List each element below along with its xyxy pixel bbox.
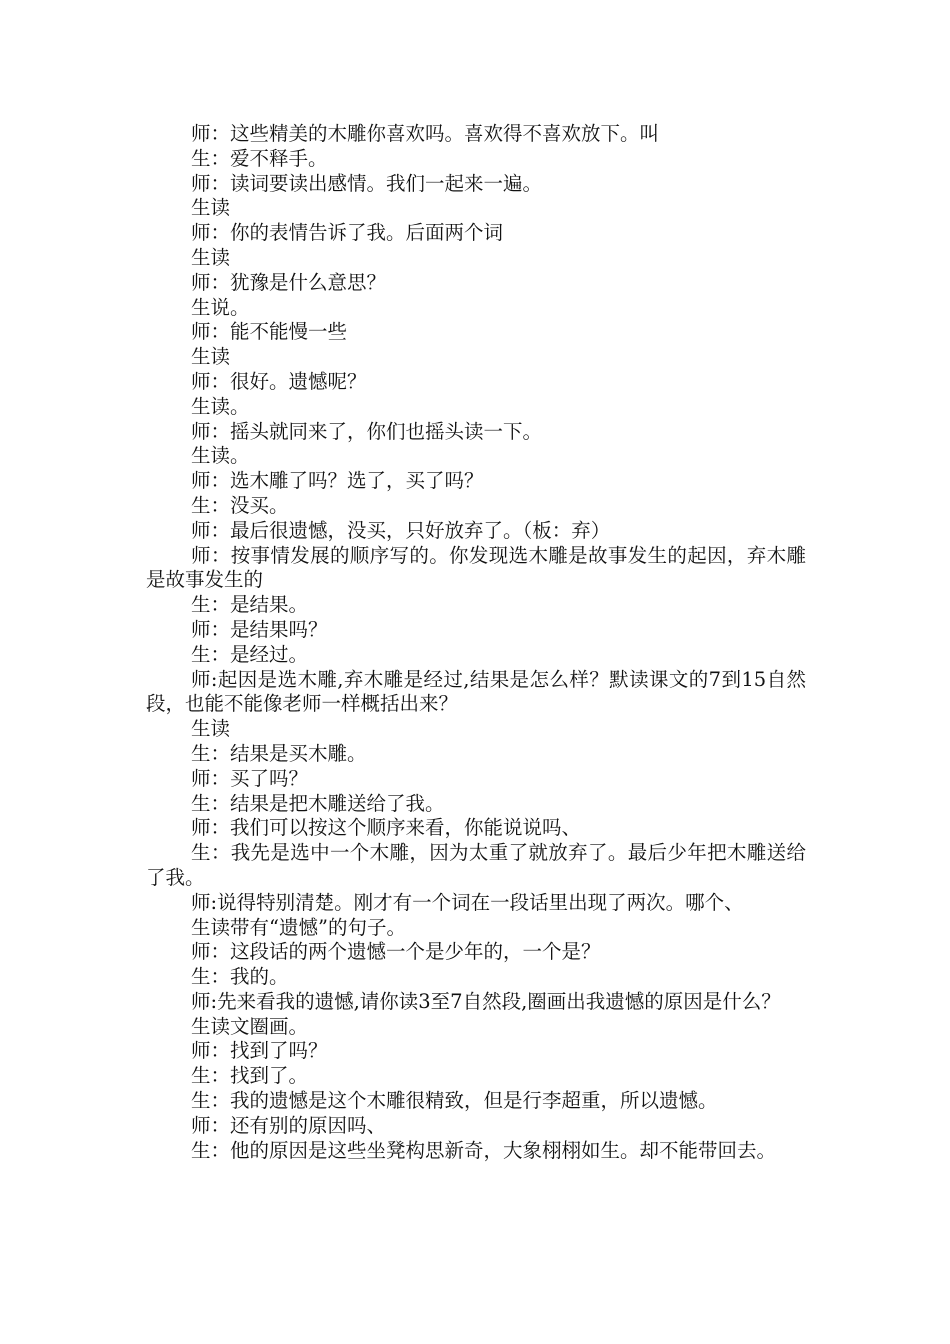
paragraph: 生：结果是把木雕送给了我。 [191, 791, 445, 815]
paragraph: 生读。 [191, 394, 250, 418]
paragraph: 生读文圈画。 [191, 1014, 309, 1038]
paragraph: 师:说得特别清楚。刚才有一个词在一段话里出现了两次。哪个、 [191, 890, 744, 914]
paragraph: 师：是结果吗？ [191, 617, 328, 641]
paragraph: 师：按事情发展的顺序写的。你发现选木雕是故事发生的起因，弃木雕是故事发生的 [146, 543, 806, 592]
paragraph: 生：没买。 [191, 493, 289, 517]
paragraph: 生读 [191, 717, 231, 741]
paragraph: 生读 [191, 196, 231, 220]
paragraph: 生读 [191, 245, 231, 269]
paragraph: 师：还有别的原因吗、 [191, 1113, 387, 1137]
paragraph: 生说。 [191, 295, 250, 319]
paragraph: 师：我们可以按这个顺序来看，你能说说吗、 [191, 816, 582, 840]
paragraph: 师:先来看我的遗憾,请你读3至7自然段,圈画出我遗憾的原因是什么？ [191, 989, 781, 1013]
paragraph: 师：这段话的两个遗憾一个是少年的，一个是？ [191, 940, 601, 964]
paragraph: 师：读词要读出感情。我们一起来一遍。 [191, 171, 543, 195]
paragraph: 师：这些精美的木雕你喜欢吗。喜欢得不喜欢放下。叫 [191, 122, 660, 145]
paragraph: 生：爱不释手。 [191, 146, 328, 170]
paragraph: 生读。 [191, 444, 250, 468]
paragraph: 生：我的。 [191, 965, 289, 989]
dialogue-transcript [146, 122, 806, 1163]
paragraph: 生：结果是买木雕。 [191, 741, 367, 765]
paragraph: 生：找到了。 [191, 1064, 309, 1088]
paragraph: 师：摇头就同来了，你们也摇头读一下。 [191, 419, 543, 443]
paragraph: 师：买了吗？ [191, 766, 309, 790]
paragraph: 生读带有“遗憾”的句子。 [191, 915, 406, 939]
paragraph: 师：犹豫是什么意思？ [191, 270, 387, 294]
paragraph: 师：最后很遗憾，没买，只好放弃了。（板：弃） [191, 518, 611, 542]
paragraph: 生：他的原因是这些坐凳构思新奇，大象栩栩如生。却不能带回去。 [191, 1138, 777, 1162]
paragraph: 师：很好。遗憾呢？ [191, 369, 367, 393]
paragraph: 师：你的表情告诉了我。后面两个词 [191, 221, 504, 245]
paragraph: 师:起因是选木雕,弃木雕是经过,结果是怎么样？默读课文的7到15自然段，也能不能像老师一样概括出来？ [146, 667, 806, 716]
paragraph: 生：是结果。 [191, 593, 309, 617]
paragraph: 生：我的遗憾是这个木雕很精致，但是行李超重，所以遗憾。 [191, 1089, 718, 1113]
paragraph: 生：我先是选中一个木雕，因为太重了就放弃了。最后少年把木雕送给了我。 [146, 841, 806, 889]
paragraph: 生：是经过。 [191, 642, 309, 666]
paragraph: 生读 [191, 345, 231, 369]
paragraph: 师：选木雕了吗？选了，买了吗？ [191, 469, 484, 493]
paragraph: 师：找到了吗？ [191, 1039, 328, 1063]
paragraph: 师：能不能慢一些 [191, 320, 348, 344]
